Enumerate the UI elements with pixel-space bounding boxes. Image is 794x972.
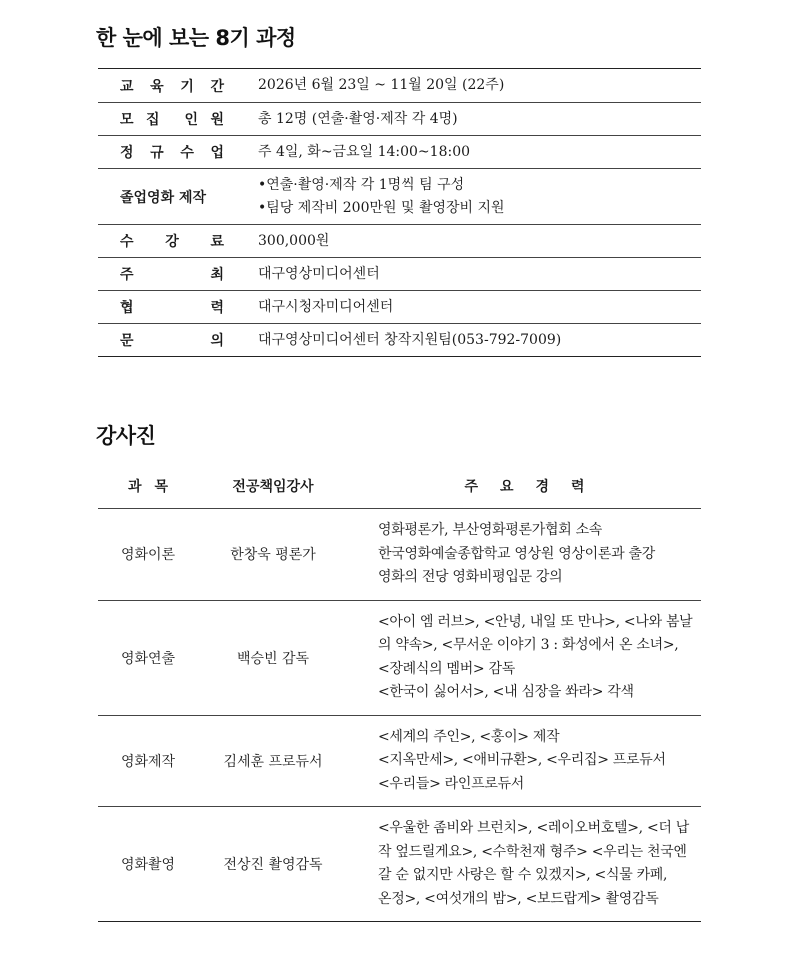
header-career-char: 력 [570, 479, 585, 495]
overview-row [98, 135, 701, 168]
header-career [348, 464, 701, 509]
header-career-char: 경 [535, 479, 549, 495]
overview-row [98, 168, 701, 224]
overview-label [98, 264, 238, 284]
career-line: 영화의 전당 영화비평입문 강의 [378, 569, 563, 585]
overview-label-char: 원 [210, 112, 224, 128]
career-line: <세계의 주인>, <홍이> 제작 [378, 728, 560, 745]
instructor-row [98, 509, 701, 601]
overview-label-char: 수 [180, 145, 194, 161]
career-list [378, 716, 701, 807]
section-title-instructors: 강사진 [96, 424, 156, 448]
career-line: <우울한 좀비와 브런치>, <레이오버호텔>, <더 납 [378, 820, 690, 836]
instructor-table [98, 464, 701, 922]
overview-label-char: 규 [150, 145, 164, 161]
overview-row [98, 290, 701, 323]
overview-label-char: 최 [210, 267, 224, 283]
overview-label-char: 강 [165, 234, 179, 250]
header-career-char: 요 [499, 479, 514, 495]
header-career-char: 주 [464, 479, 479, 495]
overview-label-char: 모 [120, 112, 134, 128]
overview-row [98, 224, 701, 257]
overview-label [98, 231, 238, 251]
overview-value-line: 총 12명 (연출·촬영·제작 각 4명) [258, 110, 458, 127]
instructor-row [98, 715, 701, 807]
overview-row [98, 257, 701, 290]
overview-label-char: 협 [120, 300, 134, 316]
career-line: 갈 순 없지만 사랑은 할 수 있겠지>, <식물 카페, [378, 867, 668, 883]
overview-value-line: •연출·촬영·제작 각 1명씩 팀 구성 [258, 176, 465, 193]
career-line: 의 약속>, <무서운 이야기 3 : 화성에서 온 소녀>, [378, 637, 679, 653]
header-subject-char: 과 [128, 479, 142, 495]
overview-label-char: 기 [180, 78, 194, 95]
career-line: 온정>, <여섯개의 밤>, <보드랍게> 촬영감독 [378, 890, 659, 907]
instructor-table-header [98, 464, 701, 509]
overview-value-line: 대구영상미디어센터 창작지원팀(053-792-7009) [258, 331, 562, 348]
overview-label-char: 집 [146, 112, 160, 128]
career-line: <한국이 싫어서>, <내 심장을 쏴라> 각색 [378, 684, 634, 700]
career-line: <아이 엠 러브>, <안녕, 내일 또 만나>, <나와 봄날 [378, 613, 693, 630]
overview-row [98, 323, 701, 356]
instructor-name: 전상진 촬영감독 [198, 807, 348, 922]
overview-value-line: 대구시청자미디어센터 [258, 298, 394, 315]
overview-value-line: 300,000원 [258, 232, 330, 249]
overview-value [238, 296, 393, 319]
career-line: 한국영화예술종합학교 영상원 영상이론과 출강 [378, 545, 655, 562]
overview-value-line: 2026년 6월 23일 ~ 11월 20일 (22주) [258, 77, 505, 93]
instructor-career [348, 509, 701, 601]
overview-label [98, 76, 238, 96]
overview-label [98, 142, 238, 162]
career-list [378, 509, 701, 600]
instructor-subject: 영화연출 [98, 600, 198, 715]
overview-value [238, 141, 470, 164]
overview-label [98, 330, 238, 350]
instructor-career [348, 715, 701, 807]
overview-value-line: 주 4일, 화~금요일 14:00~18:00 [258, 143, 471, 160]
overview-value [238, 230, 329, 253]
instructor-career [348, 807, 701, 922]
overview-label [98, 109, 238, 129]
overview-label-char: 정 [120, 145, 134, 161]
instructor-name: 김세훈 프로듀서 [198, 715, 348, 807]
overview-label-char: 교 [120, 78, 134, 95]
overview-value [238, 329, 561, 352]
career-line: 작 엎드릴게요>, <수학천재 형주> <우리는 천국엔 [378, 843, 687, 860]
instructor-subject: 영화이론 [98, 509, 198, 601]
overview-label [98, 187, 238, 207]
overview-value-line: •팀당 제작비 200만원 및 촬영장비 지원 [258, 199, 505, 216]
instructor-name: 한창욱 평론가 [198, 509, 348, 601]
overview-label-char: 졸업영화 제작 [120, 189, 207, 206]
course-overview-table [98, 68, 701, 357]
instructor-row [98, 807, 701, 922]
header-subject-char: 목 [154, 479, 168, 495]
overview-value [238, 174, 505, 220]
instructor-name: 백승빈 감독 [198, 600, 348, 715]
overview-row [98, 102, 701, 135]
instructor-subject: 영화제작 [98, 715, 198, 807]
overview-label-char: 문 [120, 333, 134, 349]
overview-label-char: 수 [120, 234, 134, 250]
overview-label-char: 의 [210, 333, 224, 349]
overview-value [238, 74, 504, 97]
overview-label-char: 간 [210, 78, 224, 95]
career-line: 영화평론가, 부산영화평론가협회 소속 [378, 522, 603, 538]
overview-label-char: 인 [184, 112, 198, 128]
overview-value-line: 대구영상미디어센터 [258, 265, 380, 282]
instructor-row [98, 600, 701, 715]
career-line: <지옥만세>, <애비규환>, <우리집> 프로듀서 [378, 752, 666, 768]
overview-label-char: 육 [150, 78, 164, 95]
career-list [378, 601, 701, 715]
career-line: <장례식의 멤버> 감독 [378, 660, 515, 677]
overview-label-char: 료 [210, 234, 224, 250]
section-title-course: 한 눈에 보는 8기 과정 [96, 26, 296, 50]
overview-label-char: 업 [210, 145, 224, 161]
header-subject [98, 464, 198, 509]
overview-row [98, 69, 701, 102]
career-line: <우리들> 라인프로듀서 [378, 775, 525, 792]
overview-label-char: 력 [210, 300, 224, 316]
instructor-career [348, 600, 701, 715]
overview-value [238, 108, 458, 131]
overview-label [98, 297, 238, 317]
overview-value [238, 263, 380, 286]
overview-label-char: 주 [120, 267, 134, 283]
instructor-subject: 영화촬영 [98, 807, 198, 922]
career-list [378, 807, 701, 921]
header-instructor: 전공책임강사 [198, 464, 348, 509]
